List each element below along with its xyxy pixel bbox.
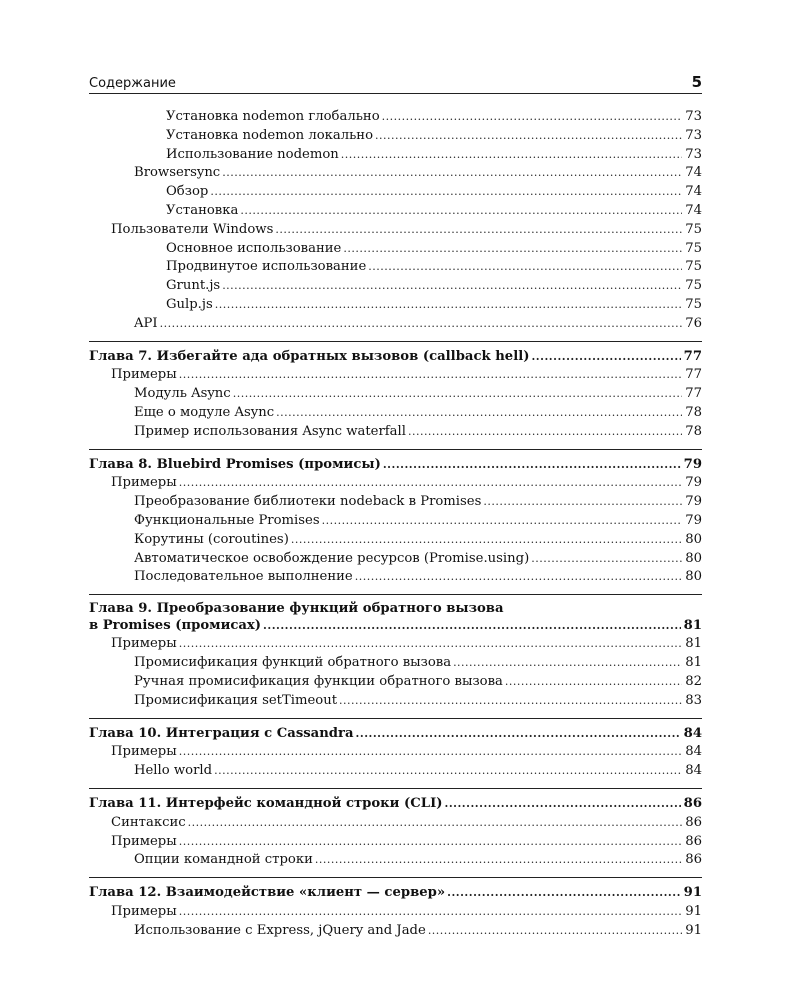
chapter-heading-10[interactable] <box>89 725 702 744</box>
toc-entry-page: 84 <box>685 763 702 779</box>
toc-entry[interactable] <box>89 673 702 692</box>
toc-entry[interactable] <box>89 743 702 762</box>
leader-dots <box>505 673 682 692</box>
toc-entry-label: Пользователи Windows <box>111 221 274 237</box>
leader-dots <box>368 258 682 277</box>
leader-dots <box>240 202 682 221</box>
toc-entry-label: Примеры <box>111 636 177 652</box>
toc-entry-label: Продвинутое использование <box>166 259 367 275</box>
toc-entry-page: 81 <box>685 636 702 652</box>
toc-entry-page: 86 <box>685 814 702 830</box>
toc-entry[interactable] <box>89 277 702 296</box>
chapter-divider <box>89 594 702 601</box>
toc-entry-page: 77 <box>685 386 702 402</box>
toc-entry-page: 80 <box>685 569 702 585</box>
toc-entry-page: 79 <box>685 494 702 510</box>
leader-dots <box>188 814 683 833</box>
leader-dots <box>222 164 682 183</box>
toc-entry-page: 73 <box>685 109 702 124</box>
toc-entry-page: 79 <box>685 512 702 528</box>
toc-entry-page: 78 <box>685 404 702 420</box>
toc-entry[interactable] <box>89 550 702 569</box>
toc-entry-label: Ручная промисификация функции обратного вызова <box>134 674 503 690</box>
chapter-heading-9[interactable] <box>89 617 702 636</box>
leader-dots <box>447 884 681 903</box>
leader-dots <box>356 725 681 744</box>
leader-dots <box>375 127 682 146</box>
toc-entry-label: Примеры <box>111 903 177 919</box>
toc-entry[interactable] <box>89 833 702 852</box>
toc-entry-label: Основное использование <box>166 240 342 256</box>
leader-dots <box>210 183 682 202</box>
chapter-heading-11[interactable] <box>89 795 702 814</box>
leader-dots <box>343 240 682 259</box>
toc-entry-page: 91 <box>685 922 702 938</box>
toc-entry[interactable] <box>89 814 702 833</box>
leader-dots <box>275 221 682 240</box>
toc-entry[interactable] <box>89 531 702 550</box>
leader-dots <box>382 108 683 127</box>
toc-entry-label: Использование nodemon <box>166 146 339 162</box>
toc-entry[interactable] <box>89 315 702 334</box>
toc-entry-label: Промисификация функций обратного вызова <box>134 655 452 671</box>
leader-dots <box>322 512 683 531</box>
toc-entry[interactable] <box>89 108 702 127</box>
toc-entry-page: 74 <box>685 202 702 218</box>
toc-entry-page: 75 <box>685 278 702 294</box>
toc-entry[interactable] <box>89 493 702 512</box>
toc-entry-page: 73 <box>685 127 702 143</box>
leader-dots <box>531 348 680 367</box>
leader-dots <box>315 851 682 870</box>
table-of-contents <box>89 108 702 941</box>
toc-entry[interactable] <box>89 183 702 202</box>
toc-entry[interactable] <box>89 164 702 183</box>
toc-entry-label: Функциональные Promises <box>134 512 320 528</box>
toc-entry[interactable] <box>89 146 702 165</box>
toc-entry[interactable] <box>89 240 702 259</box>
leader-dots <box>179 635 682 654</box>
toc-entry-label: Установка <box>166 202 239 218</box>
running-header <box>89 73 702 94</box>
toc-entry-label: Примеры <box>111 744 177 760</box>
chapter-page: 84 <box>683 725 702 741</box>
leader-dots <box>531 550 682 569</box>
toc-entry-page: 75 <box>685 296 702 312</box>
toc-entry-page: 76 <box>685 315 702 331</box>
toc-entry[interactable] <box>89 903 702 922</box>
toc-entry[interactable] <box>89 635 702 654</box>
chapter-title: в Promises (промисах) <box>89 617 262 633</box>
chapter-divider <box>89 788 702 795</box>
toc-entry-label: Hello world <box>134 763 213 779</box>
toc-entry[interactable] <box>89 568 702 587</box>
toc-entry-label: Примеры <box>111 833 177 849</box>
leader-dots <box>179 474 682 493</box>
toc-entry-label: Установка nodemon глобально <box>166 109 380 124</box>
toc-entry-label: Gulp.js <box>166 296 213 312</box>
chapter-title: Глава 8. Bluebird Promises (промисы) <box>89 456 381 472</box>
leader-dots <box>179 903 682 922</box>
toc-entry[interactable] <box>89 366 702 385</box>
chapter-page: 91 <box>683 885 702 901</box>
leader-dots <box>483 493 682 512</box>
toc-entry-page: 82 <box>685 674 702 690</box>
toc-entry-label: Модуль Async <box>134 386 231 402</box>
chapter-title: Глава 12. Взаимодействие «клиент — сервер» <box>89 885 446 901</box>
leader-dots <box>215 296 682 315</box>
toc-entry-page: 80 <box>685 550 702 566</box>
leader-dots <box>355 568 682 587</box>
leader-dots <box>233 385 683 404</box>
toc-entry[interactable] <box>89 762 702 781</box>
toc-entry[interactable] <box>89 385 702 404</box>
leader-dots <box>341 146 682 165</box>
toc-entry-label: Grunt.js <box>166 278 221 294</box>
toc-entry-page: 86 <box>685 852 702 868</box>
chapter-divider <box>89 341 702 348</box>
chapter-page: 77 <box>683 348 702 364</box>
toc-entry-label: Еще о модуле Async <box>134 404 275 420</box>
toc-entry[interactable] <box>89 692 702 711</box>
toc-entry-page: 79 <box>685 475 702 491</box>
toc-entry-label: Browsersync <box>134 165 221 181</box>
leader-dots <box>276 404 682 423</box>
toc-entry-label: Использование с Express, jQuery and Jade <box>134 922 426 938</box>
toc-entry-page: 73 <box>685 146 702 162</box>
toc-entry-page: 75 <box>685 240 702 256</box>
chapter-divider <box>89 877 702 884</box>
toc-entry-label: Корутины (coroutines) <box>134 531 289 547</box>
toc-entry-page: 77 <box>685 367 702 383</box>
chapter-divider <box>89 718 702 725</box>
toc-entry[interactable] <box>89 127 702 146</box>
chapter-page: 81 <box>683 617 702 633</box>
toc-entry[interactable] <box>89 423 702 442</box>
toc-entry-page: 86 <box>685 833 702 849</box>
header-title: Содержание <box>89 76 176 91</box>
leader-dots <box>291 531 682 550</box>
chapter-page: 86 <box>683 796 702 811</box>
toc-entry-label: Опции командной строки <box>134 852 313 868</box>
toc-entry[interactable] <box>89 258 702 277</box>
toc-entry[interactable] <box>89 202 702 221</box>
toc-entry-label: API <box>134 315 158 331</box>
toc-entry-label: Пример использования Async waterfall <box>134 423 406 439</box>
leader-dots <box>263 617 681 636</box>
toc-entry-page: 83 <box>685 692 702 708</box>
chapter-heading-12[interactable] <box>89 884 702 903</box>
toc-entry-label: Последовательное выполнение <box>134 569 353 585</box>
toc-entry-page: 75 <box>685 259 702 275</box>
toc-entry-label: Промисификация setTimeout <box>134 692 338 708</box>
toc-entry-page: 81 <box>685 655 702 671</box>
toc-entry-page: 74 <box>685 184 702 200</box>
header-page-number: 5 <box>691 73 702 91</box>
toc-entry-label: Синтаксис <box>111 814 186 830</box>
toc-entry-label: Примеры <box>111 475 177 491</box>
leader-dots <box>408 423 682 442</box>
toc-entry[interactable] <box>89 654 702 673</box>
toc-entry-page: 74 <box>685 165 702 181</box>
toc-entry[interactable] <box>89 221 702 240</box>
leader-dots <box>339 692 682 711</box>
chapter-divider <box>89 449 702 456</box>
toc-entry-label: Установка nodemon локально <box>166 127 374 143</box>
leader-dots <box>222 277 682 296</box>
leader-dots <box>444 795 680 814</box>
leader-dots <box>453 654 682 673</box>
toc-entry[interactable] <box>89 851 702 870</box>
leader-dots <box>179 366 682 385</box>
toc-entry-page: 75 <box>685 221 702 237</box>
toc-entry[interactable] <box>89 296 702 315</box>
chapter-title: Глава 7. Избегайте ада обратных вызовов (callback hell) <box>89 348 530 364</box>
chapter-title: Глава 11. Интерфейс командной строки (CLI) <box>89 796 443 811</box>
leader-dots <box>160 315 683 334</box>
leader-dots <box>179 743 682 762</box>
toc-entry[interactable] <box>89 474 702 493</box>
chapter-heading-8[interactable] <box>89 456 702 475</box>
toc-entry-page: 78 <box>685 423 702 439</box>
chapter-page: 79 <box>683 456 702 472</box>
toc-entry-page: 80 <box>685 531 702 547</box>
toc-entry-label: Автоматическое освобождение ресурсов (Promise.using) <box>134 550 530 566</box>
toc-entry-label: Обзор <box>166 184 209 200</box>
toc-entry-page: 91 <box>685 903 702 919</box>
leader-dots <box>428 922 682 941</box>
chapter-heading-7[interactable] <box>89 348 702 367</box>
chapter-title: Глава 10. Интеграция с Cassandra <box>89 725 354 741</box>
leader-dots <box>179 833 682 852</box>
toc-entry-label: Преобразование библиотеки nodeback в Promises <box>134 494 482 510</box>
toc-entry[interactable] <box>89 404 702 423</box>
leader-dots <box>383 456 681 475</box>
toc-entry-page: 84 <box>685 744 702 760</box>
chapter-heading-9-line1: Глава 9. Преобразование функций обратного вызова <box>89 601 504 617</box>
toc-entry[interactable] <box>89 922 702 941</box>
leader-dots <box>214 762 682 781</box>
toc-entry-label: Примеры <box>111 367 177 383</box>
toc-entry[interactable] <box>89 512 702 531</box>
